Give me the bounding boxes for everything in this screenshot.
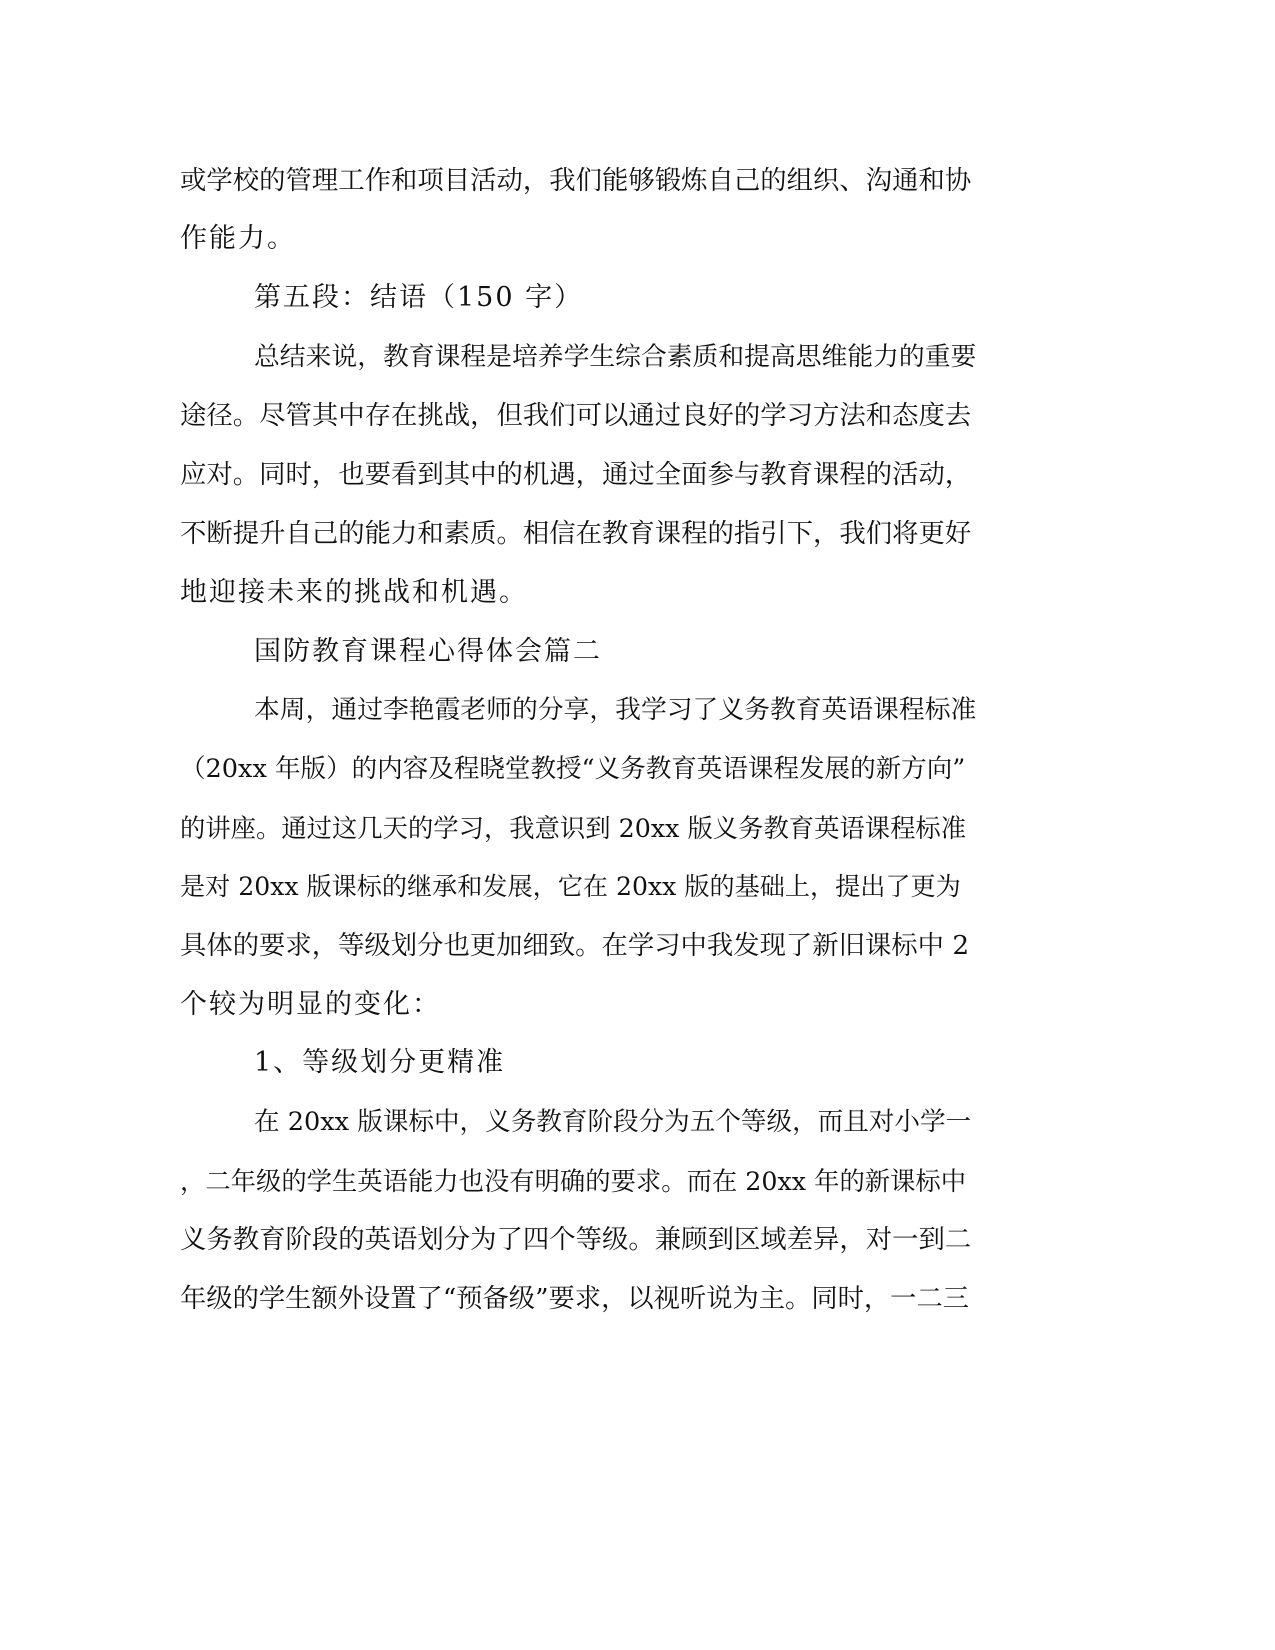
text-line: 的讲座。通过这几天的学习，我意识到 20xx 版义务教育英语课程标准 <box>180 813 967 843</box>
text-line: 不断提升自己的能力和素质。相信在教育课程的指引下，我们将更好 <box>180 519 972 549</box>
text-line: 年级的学生额外设置了“预备级”要求，以视听说为主。同时，一二三 <box>180 1284 970 1314</box>
text-line: 本周，通过李艳霞老师的分享，我学习了义务教育英语课程标准 <box>254 695 977 725</box>
text-line: 总结来说，教育课程是培养学生综合素质和提高思维能力的重要 <box>254 342 977 372</box>
text-line: 途径。尽管其中存在挑战，但我们可以通过良好的学习方法和态度去 <box>180 401 972 431</box>
text-line: 应对。同时，也要看到其中的机遇，通过全面参与教育课程的活动， <box>180 460 972 490</box>
text-line: （20xx 年版）的内容及程晓堂教授“义务教育英语课程发展的新方向” <box>180 754 966 784</box>
text-line: ，二年级的学生英语能力也没有明确的要求。而在 20xx 年的新课标中 <box>180 1166 967 1196</box>
list-heading: 1、等级划分更精准 <box>254 1047 506 1078</box>
section-heading: 第五段：结语（150 字） <box>254 282 584 313</box>
text-line: 地迎接未来的挑战和机遇。 <box>180 577 528 608</box>
text-line: 作能力。 <box>180 223 296 254</box>
text-line: 义务教育阶段的英语划分为了四个等级。兼顾到区域差异，对一到二 <box>180 1225 972 1255</box>
text-line: 具体的要求，等级划分也更加细致。在学习中我发现了新旧课标中 2 <box>180 931 970 961</box>
text-line: 在 20xx 版课标中，义务教育阶段分为五个等级，而且对小学一 <box>254 1107 972 1137</box>
text-line: 个较为明显的变化： <box>180 989 441 1020</box>
text-line: 是对 20xx 版课标的继承和发展，它在 20xx 版的基础上，提出了更为 <box>180 872 961 901</box>
text-line: 或学校的管理工作和项目活动，我们能够锻炼自己的组织、沟通和协 <box>180 166 972 196</box>
section-title: 国防教育课程心得体会篇二 <box>254 636 602 667</box>
